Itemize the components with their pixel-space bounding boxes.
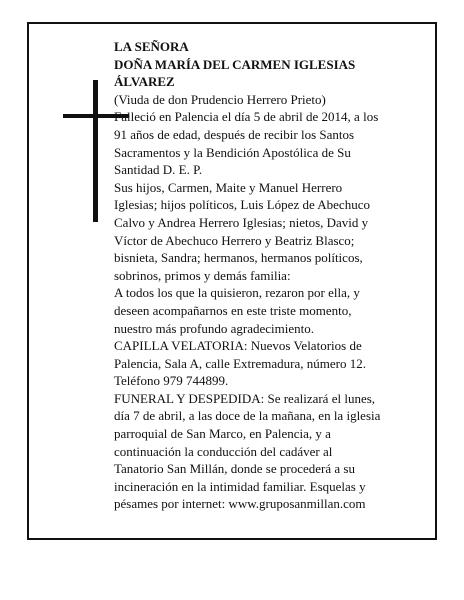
notice-title: LA SEÑORA xyxy=(114,39,189,54)
family-paragraph: Sus hijos, Carmen, Maite y Manuel Herrero Iglesias; hijos políticos, Luis López de Abechuco Calvo y Andrea Herrero Iglesias; nietos, David y Víctor de Abechuco Herrero y Beatriz Blasco; bisnieta, Sandra; hermanos, hermanos políticos, sobrinos, primos y demás familia: xyxy=(114,179,370,283)
deceased-name: DOÑA MARÍA DEL CARMEN IGLESIAS ÁLVAREZ xyxy=(114,56,356,90)
death-paragraph: Falleció en Palencia el día 5 de abril de 2014, a los 91 años de edad, después de recibir los Santos Sacramentos y la Bendición Apostólica de Su Santidad D. E. P. xyxy=(114,109,379,178)
cross-vertical-bar xyxy=(93,80,98,222)
widow-note: (Viuda de don Prudencio Herrero Prieto) xyxy=(114,91,326,107)
request-paragraph: A todos los que la quisieron, rezaron por ella, y deseen acompañarnos en este triste momento, nuestro más profundo agradecimiento. xyxy=(114,285,360,336)
funeral-paragraph: FUNERAL Y DESPEDIDA: Se realizará el lunes, día 7 de abril, a las doce de la mañana, en la iglesia parroquial de San Marco, en Palencia, y a continuación la conducción del cadáver al Tanatorio San Millán, donde se procederá a su incineración en la intimidad familiar. Esquelas y pésames por internet: www.gruposanmillan.com xyxy=(114,390,381,512)
notice-text-column xyxy=(114,38,384,513)
chapel-paragraph: CAPILLA VELATORIA: Nuevos Velatorios de Palencia, Sala A, calle Extremadura, número 12. Teléfono 979 744899. xyxy=(114,338,366,389)
